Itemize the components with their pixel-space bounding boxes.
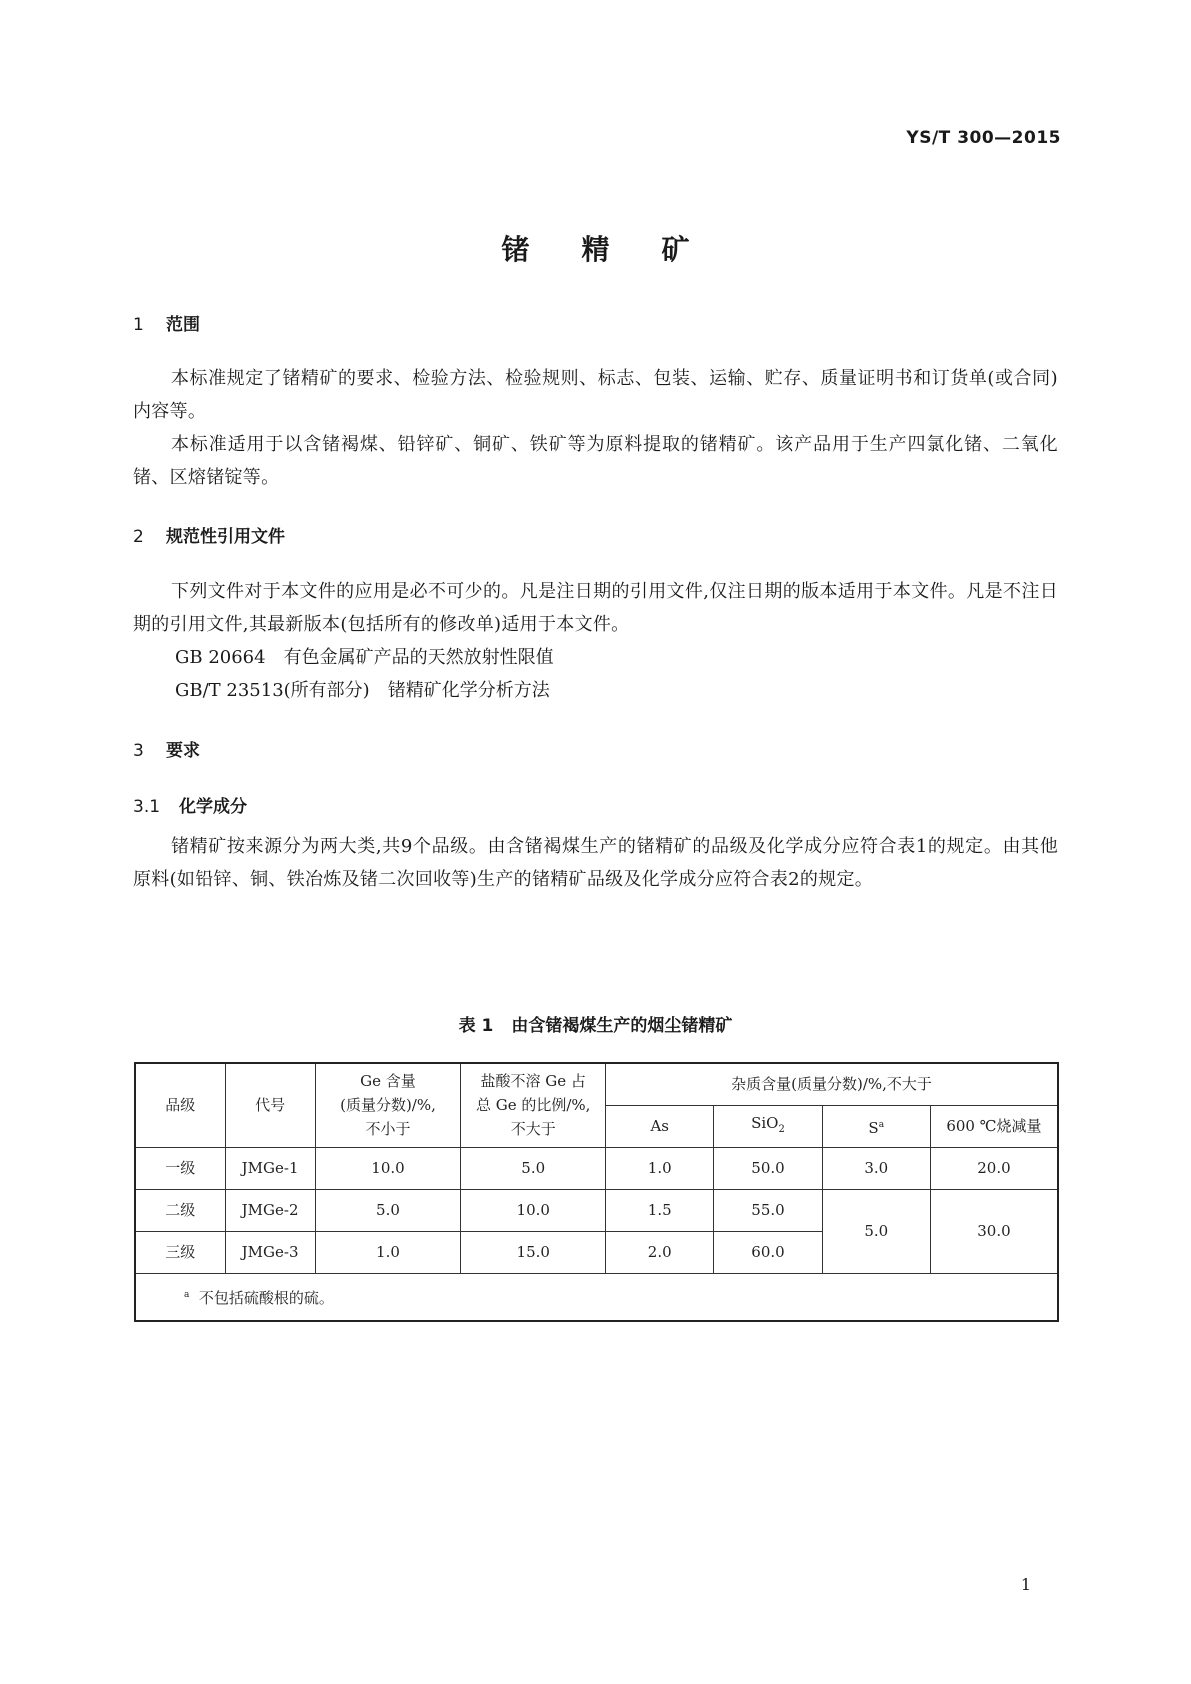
section-1-heading <box>133 310 200 335</box>
reference-code: GB 20664 <box>175 647 266 668</box>
document-title: 锗精矿 <box>501 233 742 266</box>
header-s-base: S <box>868 1118 879 1137</box>
table-footnote <box>135 1273 1058 1321</box>
header-sio2-subscript: 2 <box>778 1123 785 1135</box>
header-sio2 <box>714 1105 822 1147</box>
header-line: 盐酸不溶 Ge 占 <box>480 1072 586 1091</box>
section-number: 3.1 <box>133 797 161 817</box>
standard-number: YS/T 300—2015 <box>906 128 1061 148</box>
header-impurity: 杂质含量(质量分数)/%,不大于 <box>606 1063 1058 1105</box>
reference-item <box>175 641 554 674</box>
cell-as: 1.0 <box>606 1147 714 1189</box>
table-caption <box>0 1011 1191 1036</box>
cell-grade: 三级 <box>135 1231 225 1273</box>
chemical-composition-table <box>134 1062 1059 1322</box>
section-number: 1 <box>133 315 144 335</box>
table-row <box>135 1147 1058 1189</box>
cell-acid: 15.0 <box>461 1231 606 1273</box>
cell-code: JMGe-3 <box>225 1231 315 1273</box>
page-number: 1 <box>1020 1575 1031 1594</box>
cell-loss: 30.0 <box>930 1189 1058 1273</box>
cell-loss: 20.0 <box>930 1147 1058 1189</box>
reference-title: 锗精矿化学分析方法 <box>387 680 550 701</box>
header-loss-on-ignition: 600 ℃烧减量 <box>930 1105 1058 1147</box>
header-grade: 品级 <box>135 1063 225 1147</box>
header-s <box>822 1105 930 1147</box>
section-title: 规范性引用文件 <box>166 527 285 547</box>
table-title: 由含锗褐煤生产的烟尘锗精矿 <box>511 1016 733 1036</box>
header-line: (质量分数)/%, <box>340 1096 436 1115</box>
cell-sio2: 55.0 <box>714 1189 822 1231</box>
section-3-1-heading <box>133 792 247 817</box>
cell-sio2: 50.0 <box>714 1147 822 1189</box>
section-number: 3 <box>133 741 144 761</box>
section-title: 化学成分 <box>179 797 247 817</box>
section-2-heading <box>133 522 285 547</box>
cell-ge: 1.0 <box>315 1231 461 1273</box>
header-line: 不大于 <box>510 1120 556 1139</box>
header-code: 代号 <box>225 1063 315 1147</box>
paragraph: 锗精矿按来源分为两大类,共9个品级。由含锗褐煤生产的锗精矿的品级及化学成分应符合表1的规定。由其他原料(如铅锌、铜、铁冶炼及锗二次回收等)生产的锗精矿品级及化学成分应符合表2的规定。 <box>133 836 1058 890</box>
cell-grade: 一级 <box>135 1147 225 1189</box>
section-3-heading <box>133 736 200 761</box>
cell-as: 2.0 <box>606 1231 714 1273</box>
header-acid-insoluble <box>461 1063 606 1147</box>
header-line: 总 Ge 的比例/%, <box>475 1096 591 1115</box>
header-s-footnote-mark: a <box>878 1119 885 1130</box>
cell-s: 3.0 <box>822 1147 930 1189</box>
reference-title: 有色金属矿产品的天然放射性限值 <box>283 647 554 668</box>
table-row <box>135 1189 1058 1231</box>
cell-grade: 二级 <box>135 1189 225 1231</box>
paragraph: 本标准适用于以含锗褐煤、铅锌矿、铜矿、铁矿等为原料提取的锗精矿。该产品用于生产四氯化锗、二氧化锗、区熔锗锭等。 <box>133 434 1058 488</box>
cell-code: JMGe-1 <box>225 1147 315 1189</box>
cell-as: 1.5 <box>606 1189 714 1231</box>
cell-acid: 5.0 <box>461 1147 606 1189</box>
paragraph: 本标准规定了锗精矿的要求、检验方法、检验规则、标志、包装、运输、贮存、质量证明书和订货单(或合同)内容等。 <box>133 368 1058 422</box>
cell-ge: 5.0 <box>315 1189 461 1231</box>
header-sio2-base: SiO <box>751 1113 779 1132</box>
footnote-mark: a <box>184 1290 190 1300</box>
section-title: 范围 <box>166 315 200 335</box>
table-header-row <box>135 1063 1058 1105</box>
cell-ge: 10.0 <box>315 1147 461 1189</box>
cell-code: JMGe-2 <box>225 1189 315 1231</box>
cell-acid: 10.0 <box>461 1189 606 1231</box>
reference-item <box>175 674 550 707</box>
header-line: 不小于 <box>365 1120 411 1139</box>
reference-code: GB/T 23513(所有部分) <box>175 680 370 701</box>
cell-s: 5.0 <box>822 1189 930 1273</box>
section-number: 2 <box>133 527 144 547</box>
table-label: 表 1 <box>458 1016 494 1036</box>
header-ge-content <box>315 1063 461 1147</box>
table-footnote-row <box>135 1273 1058 1321</box>
header-as: As <box>606 1105 714 1147</box>
footnote-text: 不包括硫酸根的硫。 <box>198 1289 334 1307</box>
cell-sio2: 60.0 <box>714 1231 822 1273</box>
header-line: Ge 含量 <box>360 1072 416 1091</box>
paragraph: 下列文件对于本文件的应用是必不可少的。凡是注日期的引用文件,仅注日期的版本适用于本文件。凡是不注日期的引用文件,其最新版本(包括所有的修改单)适用于本文件。 <box>133 581 1058 635</box>
section-title: 要求 <box>166 741 200 761</box>
